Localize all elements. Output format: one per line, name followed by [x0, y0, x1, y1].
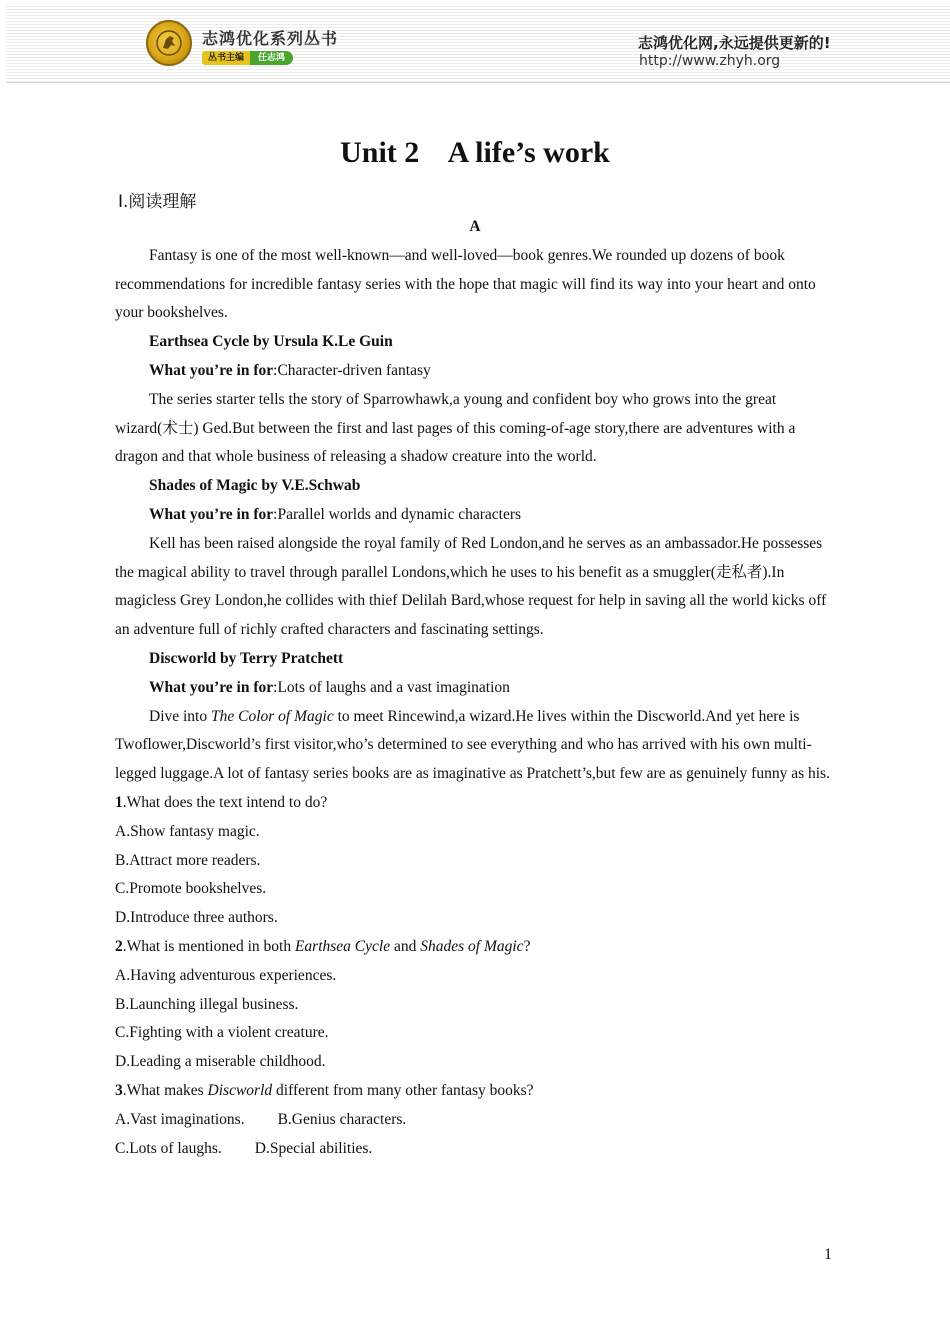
- book-heading: Discworld by Terry Pratchett: [149, 649, 344, 667]
- question-text: and: [390, 937, 421, 955]
- genre-text: :Character-driven fantasy: [273, 361, 431, 379]
- what-label: What you’re in for: [149, 505, 274, 523]
- option: A.Vast imaginations.: [115, 1110, 245, 1128]
- what-label: What you’re in for: [149, 678, 274, 696]
- question-3: [115, 1077, 835, 1106]
- book-title-italic: Discworld: [207, 1081, 273, 1099]
- question-text: different from many other fantasy books?: [272, 1081, 534, 1099]
- book-description: [115, 703, 835, 789]
- question-number: 1: [115, 793, 123, 811]
- page-header: [6, 4, 950, 83]
- option: B.Attract more readers.: [115, 851, 261, 869]
- question-2: [115, 933, 835, 962]
- document-body: [115, 213, 835, 1163]
- desc-text: Dive into: [149, 707, 211, 725]
- editor-label: 丛书主编: [202, 51, 250, 65]
- option-row: [115, 1135, 835, 1164]
- passage-intro: Fantasy is one of the most well-known—and well-loved—book genres.We rounded up dozens of book recommendations for incredible fantasy series with the hope that magic will find its way into your heart and onto your bookshelves.: [115, 246, 816, 322]
- book-genre: [115, 674, 835, 703]
- option: A.Show fantasy magic.: [115, 822, 260, 840]
- book-heading: Shades of Magic by V.E.Schwab: [149, 477, 361, 495]
- header-slogan: 志鸿优化网,永远提供更新的!: [638, 34, 831, 52]
- header-url[interactable]: http://www.zhyh.org: [639, 53, 781, 69]
- book-title-italic: Earthsea Cycle: [294, 937, 391, 955]
- page-number: 1: [824, 1246, 832, 1263]
- book-title-italic: The Color of Magic: [211, 707, 334, 725]
- what-label: What you’re in for: [149, 361, 274, 379]
- option: C.Fighting with a violent creature.: [115, 1024, 329, 1042]
- book-genre: [115, 501, 835, 530]
- option: C.Lots of laughs.: [115, 1139, 222, 1157]
- option-row: [115, 1106, 835, 1135]
- section-heading: Ⅰ.阅读理解: [118, 192, 197, 212]
- book-description: Kell has been raised alongside the royal family of Red London,and he serves as an ambassador.He possesses the magical ability to travel through parallel Londons,which he uses to his benefit as a smuggler(走私者).In magicless Grey London,he collides with thief Delilah Bard,whose request for help in saving all the world kicks off an adventure full of richly crafted characters and fascinating settings.: [115, 534, 827, 639]
- passage-label: A: [469, 218, 481, 235]
- option: B.Launching illegal business.: [115, 995, 299, 1013]
- book-description: The series starter tells the story of Sparrowhawk,a young and confident boy who grows into the great wizard(术士) Ged.But between the first and last pages of this coming-of-age story,there are adventures with a dragon and that whole business of releasing a shadow creature into the world.: [115, 390, 796, 466]
- book-genre: [115, 357, 835, 386]
- option: D.Leading a miserable childhood.: [115, 1053, 326, 1071]
- desc-text: to meet Rincewind,a wizard.He lives within the Discworld.And yet here is Twoflower,Discworld’s first visitor,who’s determined to see everything and who has arrived with his own multi-legged luggage.A lot of fantasy series books are as imaginative as Pratchett’s,but few are as genuinely funny as his.: [115, 707, 830, 783]
- publisher-logo: [146, 20, 192, 66]
- option: B.Genius characters.: [277, 1110, 407, 1128]
- editor-bar: [202, 51, 293, 65]
- genre-text: :Lots of laughs and a vast imagination: [273, 678, 510, 696]
- option: A.Having adventurous experiences.: [115, 966, 337, 984]
- horse-emblem-icon: [155, 29, 183, 57]
- book-title-italic: Shades of Magic: [420, 937, 524, 955]
- question-text: .What makes: [122, 1081, 208, 1099]
- option: D.Introduce three authors.: [115, 909, 278, 927]
- question-text: .What is mentioned in both: [122, 937, 295, 955]
- question-text: .What does the text intend to do?: [122, 793, 328, 811]
- book-heading: Earthsea Cycle by Ursula K.Le Guin: [149, 333, 393, 351]
- option: C.Promote bookshelves.: [115, 880, 267, 898]
- question-text: ?: [523, 937, 531, 955]
- question-number: 3: [115, 1081, 123, 1099]
- editor-name: 任志鸿: [250, 51, 293, 65]
- brand-title: 志鸿优化系列丛书: [202, 29, 339, 48]
- genre-text: :Parallel worlds and dynamic characters: [273, 505, 522, 523]
- page-title: Unit 2 A life’s work: [340, 136, 610, 169]
- question-1: [115, 789, 835, 818]
- question-number: 2: [115, 937, 123, 955]
- option: D.Special abilities.: [254, 1139, 373, 1157]
